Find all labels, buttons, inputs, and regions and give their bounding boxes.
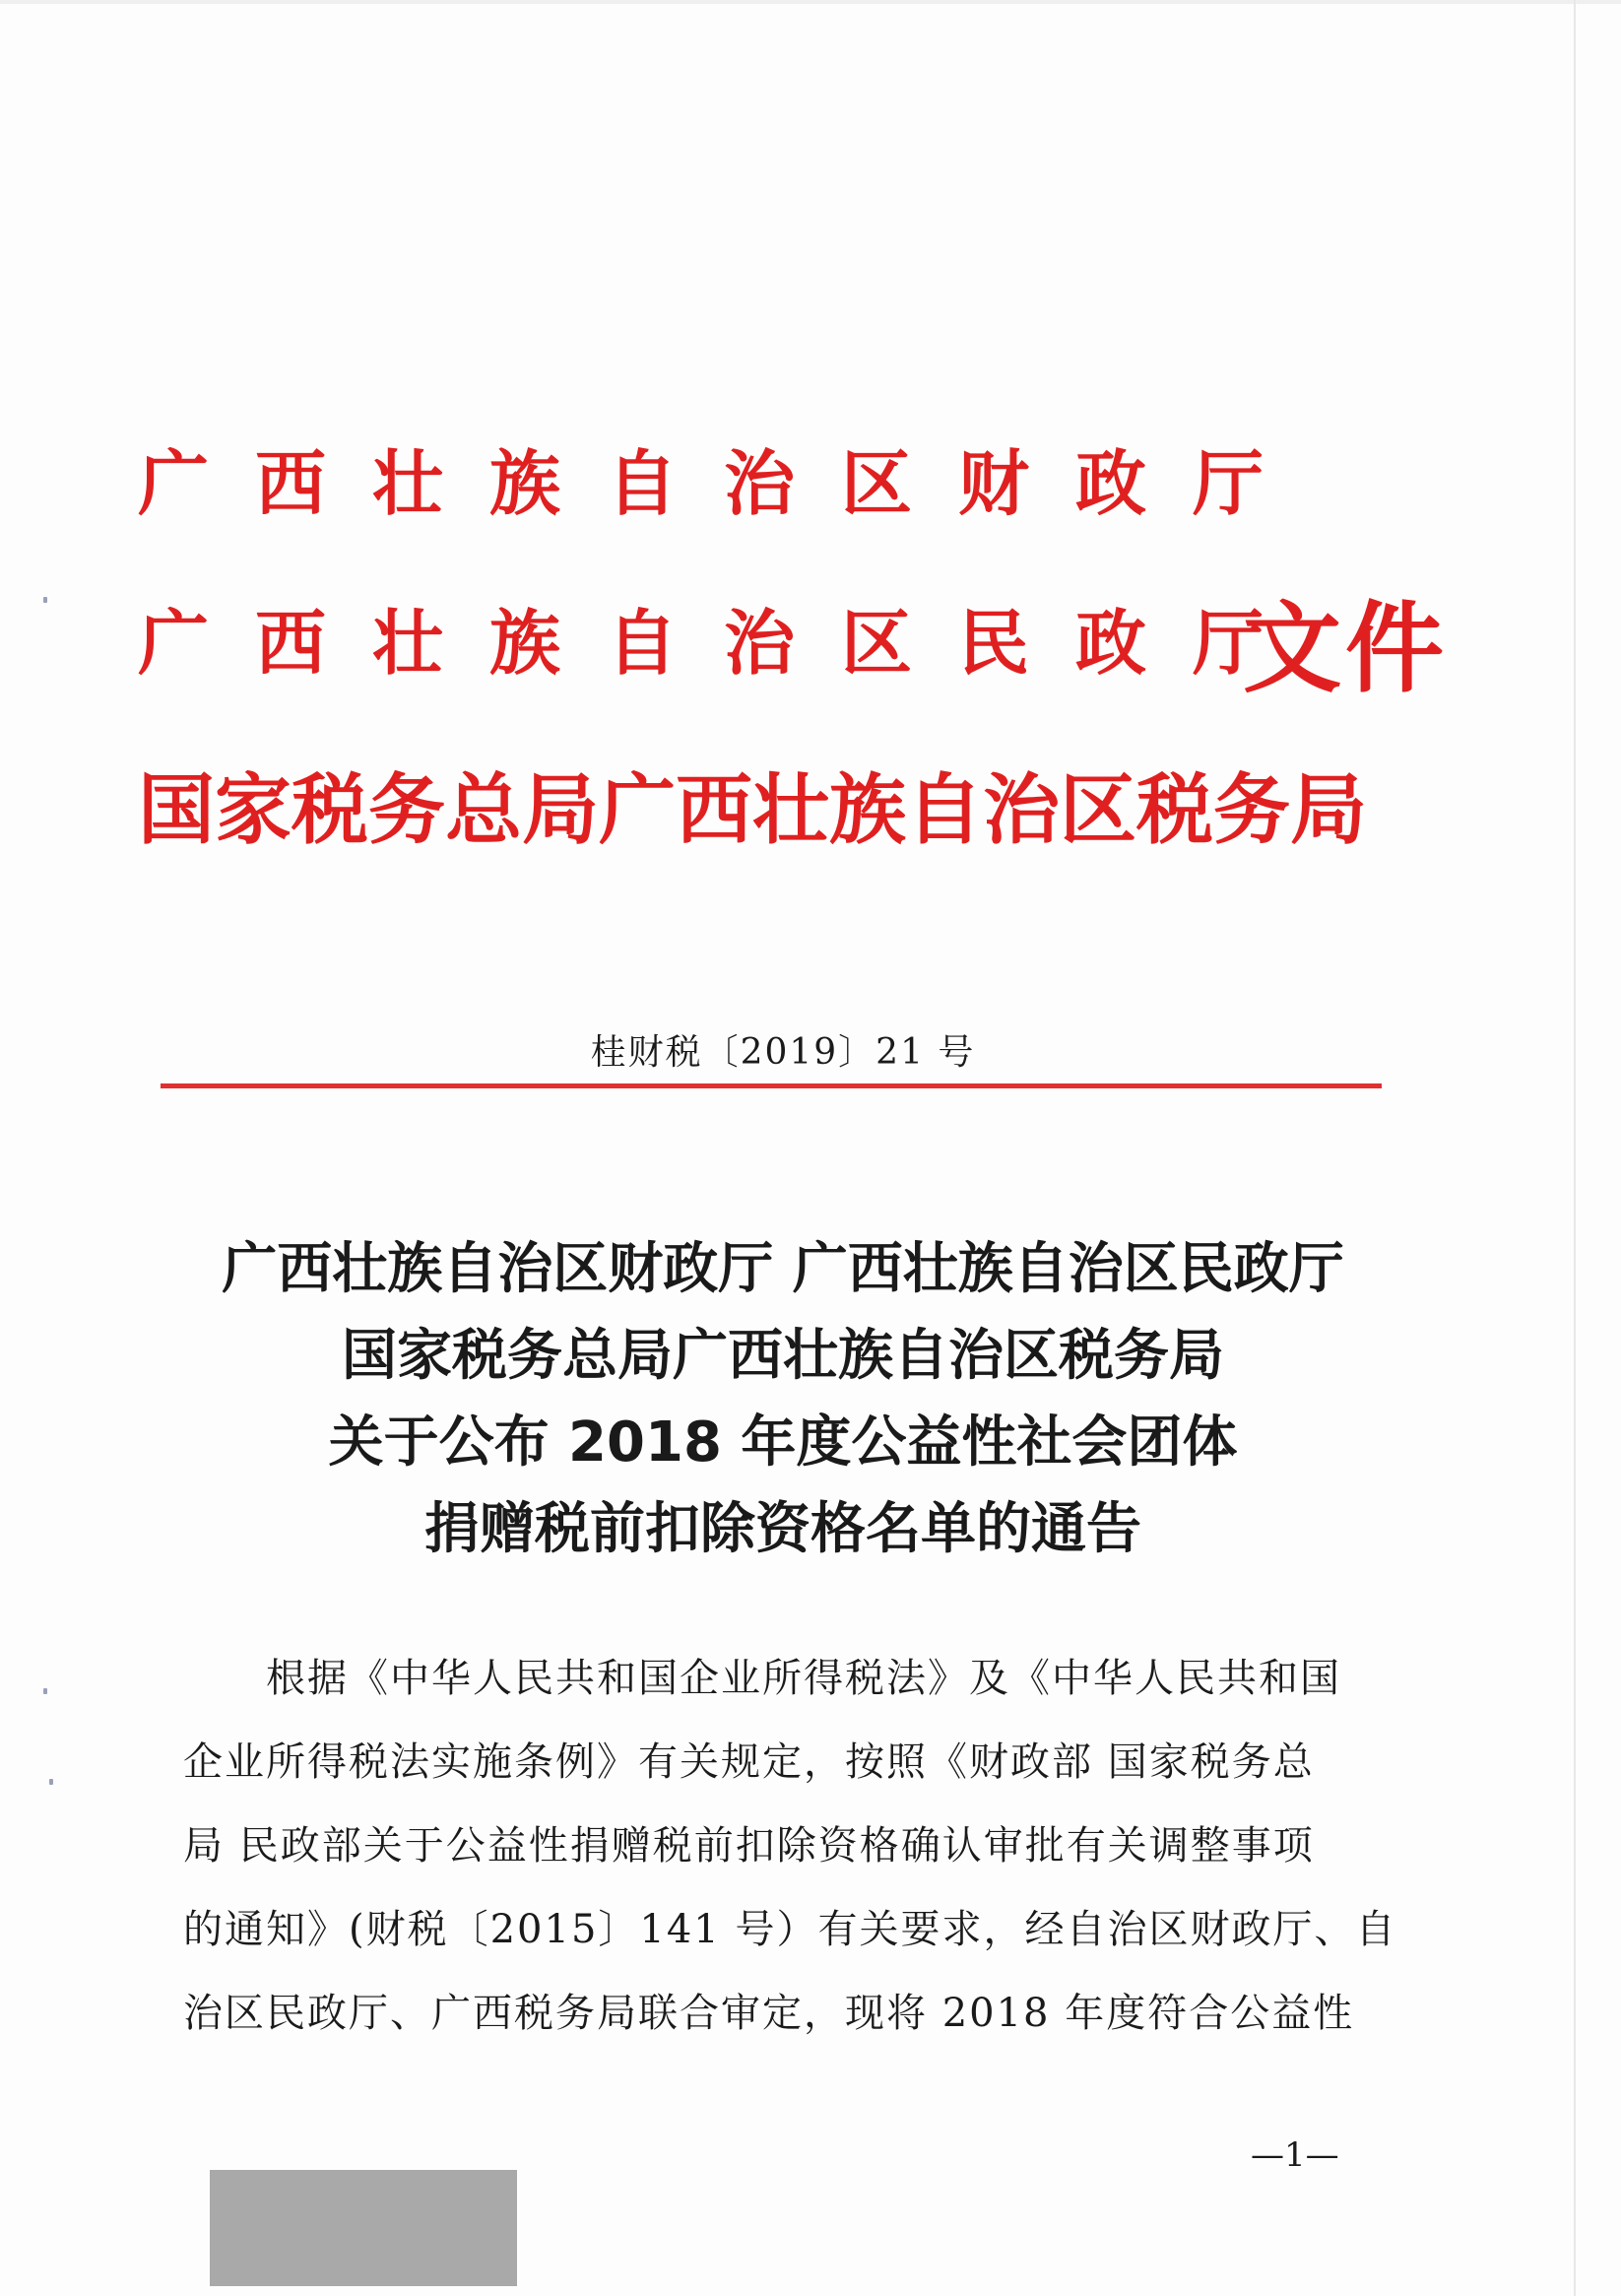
body-line: 的通知》(财税〔2015〕141 号）有关要求，经自治区财政厅、自 (183, 1907, 1397, 1952)
redaction-block (210, 2170, 517, 2286)
scan-edge-top (0, 0, 1621, 4)
red-separator-rule (161, 1083, 1382, 1088)
title-line-4: 捐赠税前扣除资格名单的通告 (424, 1497, 1141, 1561)
issuer-name-finance: 广西壮族自治区财政厅 (138, 441, 1311, 525)
scan-speck (43, 597, 47, 603)
scan-speck (43, 1688, 47, 1694)
title-line-1: 广西壮族自治区财政厅 广西壮族自治区民政厅 (222, 1237, 1344, 1301)
title-line-2: 国家税务总局广西壮族自治区税务局 (342, 1324, 1224, 1388)
letterhead-doc-type: 文件 (1243, 590, 1448, 706)
body-paragraph (183, 1637, 1397, 2056)
document-number: 桂财税〔2019〕21 号 (590, 1032, 976, 1073)
title-line-3: 关于公布 2018 年度公益性社会团体 (328, 1410, 1238, 1475)
letterhead-issuer-civil-affairs (138, 601, 1311, 685)
issuer-name-civil-affairs: 广西壮族自治区民政厅 (138, 601, 1311, 685)
body-line: 根据《中华人民共和国企业所得税法》及《中华人民共和国 (266, 1656, 1341, 1701)
body-line: 治区民政厅、广西税务局联合审定，现将 2018 年度符合公益性 (183, 1991, 1355, 2036)
document-title (0, 1226, 1566, 1573)
body-line: 企业所得税法实施条例》有关规定，按照《财政部 国家税务总 (183, 1739, 1315, 1785)
scan-speck (49, 1779, 53, 1785)
page-number: —1— (1251, 2135, 1339, 2175)
scan-edge-right (1574, 0, 1576, 2296)
body-line: 局 民政部关于公益性捐赠税前扣除资格确认审批有关调整事项 (183, 1823, 1315, 1869)
letterhead-issuer-finance (138, 441, 1311, 525)
issuer-name-tax: 国家税务总局广西壮族自治区税务局 (138, 766, 1368, 855)
letterhead-issuer-tax (138, 766, 1368, 855)
